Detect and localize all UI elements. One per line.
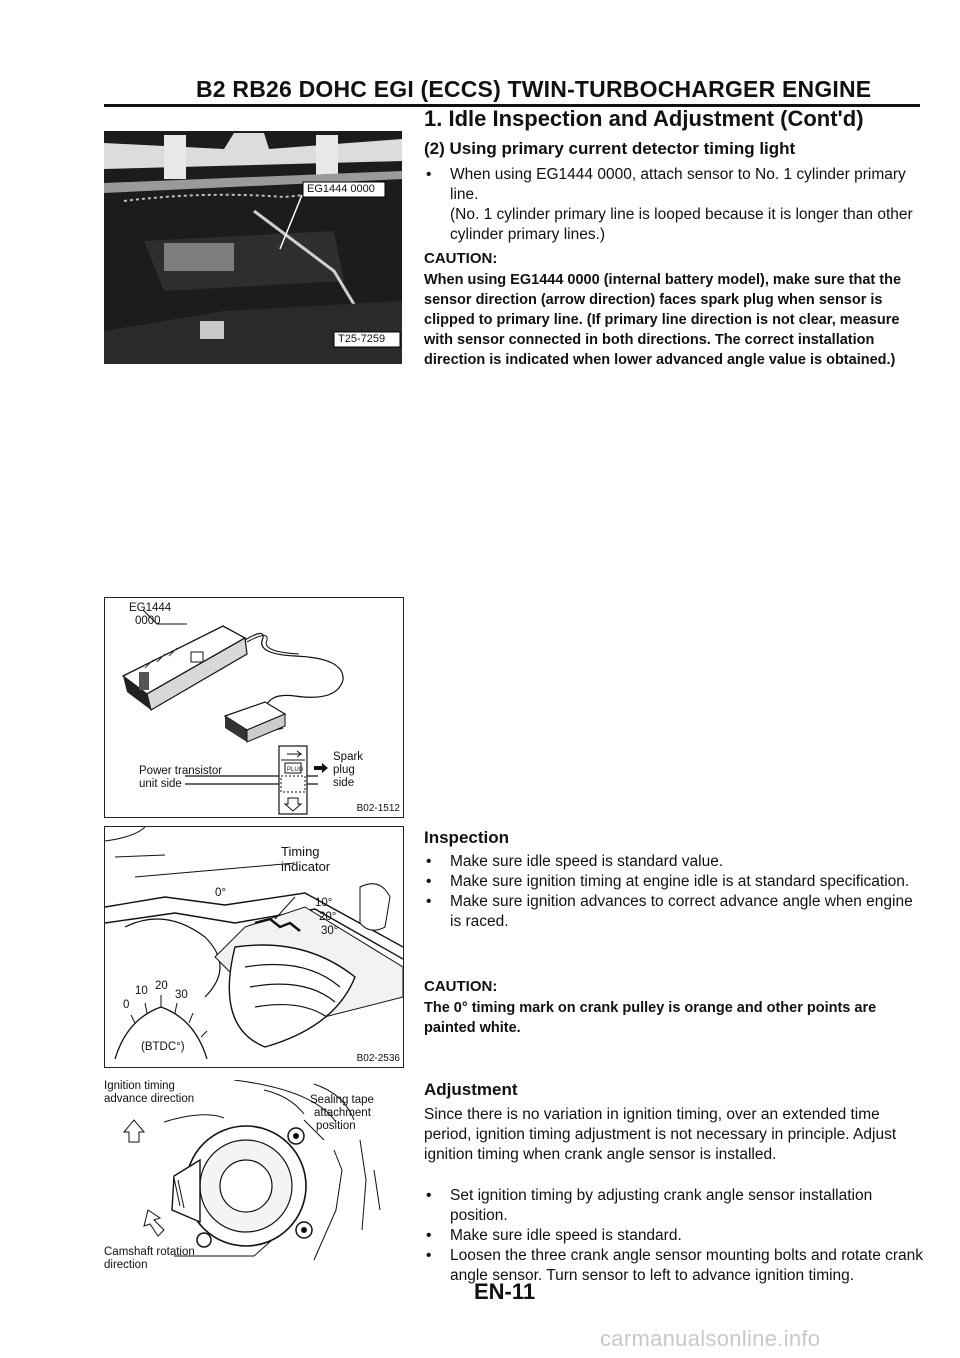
- tool-label-line1: EG1444: [129, 602, 172, 614]
- tape-label-line2: attachment: [314, 1107, 371, 1119]
- indicator-label: indicator: [281, 859, 331, 874]
- scale-0: 0: [123, 999, 130, 1011]
- list-item: • Make sure ignition timing at engine idle is at standard specification.: [426, 873, 910, 890]
- scale-20: 20: [155, 980, 168, 992]
- tape-label-line3: position: [316, 1120, 356, 1132]
- timing-graphic: [105, 827, 403, 1067]
- tool-label-line2: 0000: [135, 615, 161, 627]
- engine-photo: [104, 131, 402, 364]
- timing-figure: [104, 826, 404, 1068]
- section-title: 1. Idle Inspection and Adjustment (Cont'd): [424, 106, 864, 131]
- scale-10: 10: [135, 985, 148, 997]
- engine-photo-graphic: [104, 131, 402, 364]
- inspection-heading: Inspection: [424, 828, 510, 847]
- photo-label: EG1444 0000: [307, 183, 375, 195]
- caution-label-2: CAUTION:: [424, 978, 498, 995]
- advance-label-line2: advance direction: [104, 1093, 195, 1105]
- list-item: • When using EG1444 0000, attach sensor to No. 1 cylinder primary line.: [426, 166, 906, 203]
- camshaft-label-line1: Camshaft rotation: [104, 1246, 195, 1258]
- spark-label-line3: side: [333, 777, 355, 789]
- btdc-label: (BTDC°): [141, 1041, 185, 1053]
- timing-label: Timing: [281, 844, 320, 859]
- primary-light-heading: (2) Using primary current detector timing light: [424, 139, 796, 158]
- primary-light-body: [424, 165, 924, 245]
- cas-figure: [104, 1080, 402, 1280]
- inspection-list: [424, 852, 924, 932]
- list-item: • Make sure idle speed is standard.: [426, 1227, 682, 1244]
- mark-0-deg: 0°: [215, 887, 226, 899]
- page-header: B2 RB26 DOHC EGI (ECCS) TWIN-TURBOCHARGER ENGINE: [196, 76, 872, 102]
- list-item: • Make sure ignition advances to correct advance angle when engine is raced.: [426, 893, 913, 930]
- list-item: • Set ignition timing by adjusting crank angle sensor installation position.: [426, 1187, 873, 1224]
- power-label-line1: Power transistor: [139, 765, 223, 777]
- spark-label-line1: Spark: [333, 751, 364, 763]
- caution-label-1: CAUTION:: [424, 250, 498, 267]
- sensor-figure-id: B02-1512: [356, 803, 400, 814]
- tape-label-line1: Sealing tape: [310, 1094, 374, 1106]
- adjustment-heading: Adjustment: [424, 1080, 518, 1099]
- spark-label-line2: plug: [333, 764, 355, 776]
- list-item-note: (No. 1 cylinder primary line is looped because it is longer than other cylinder primary lines.): [450, 206, 913, 243]
- list-item: • Loosen the three crank angle sensor mounting bolts and rotate crank angle sensor. Turn sensor to left to advance ignition timing.: [426, 1247, 924, 1284]
- watermark: carmanualsonline.info: [600, 1326, 821, 1351]
- mark-30-deg: 30°: [321, 925, 339, 937]
- caution-text-2: The 0° timing mark on crank pulley is orange and other points are painted white.: [424, 1000, 877, 1036]
- list-item: • Make sure idle speed is standard value.: [426, 853, 724, 870]
- sensor-figure: [104, 597, 404, 818]
- timing-figure-id: B02-2536: [356, 1053, 400, 1064]
- page-number: EN-11: [474, 1279, 536, 1304]
- adjustment-intro: Since there is no variation in ignition timing, over an extended time period, ignition timing adjustment is not necessary in principle. Adjust ignition timing when crank angle sensor is installed.: [424, 1106, 897, 1163]
- advance-label-line1: Ignition timing: [104, 1080, 175, 1092]
- power-label-line2: unit side: [139, 778, 182, 790]
- scale-30: 30: [175, 989, 188, 1001]
- adjustment-list: [424, 1186, 924, 1286]
- photo-id: T25-7259: [338, 333, 386, 345]
- plug-label: PLUG: [287, 767, 304, 773]
- mark-20-deg: 20°: [319, 911, 337, 923]
- mark-10-deg: 10°: [315, 897, 333, 909]
- camshaft-label-line2: direction: [104, 1259, 148, 1271]
- caution-text-1: When using EG1444 0000 (internal battery model), make sure that the sensor direction (arrow direction) faces spark plug when sensor is clipped to primary line. (If primary line direction is not clear, measure with sensor connected in both directions. The correct installation direction is indicated when lower advanced angle value is obtained.): [424, 272, 902, 368]
